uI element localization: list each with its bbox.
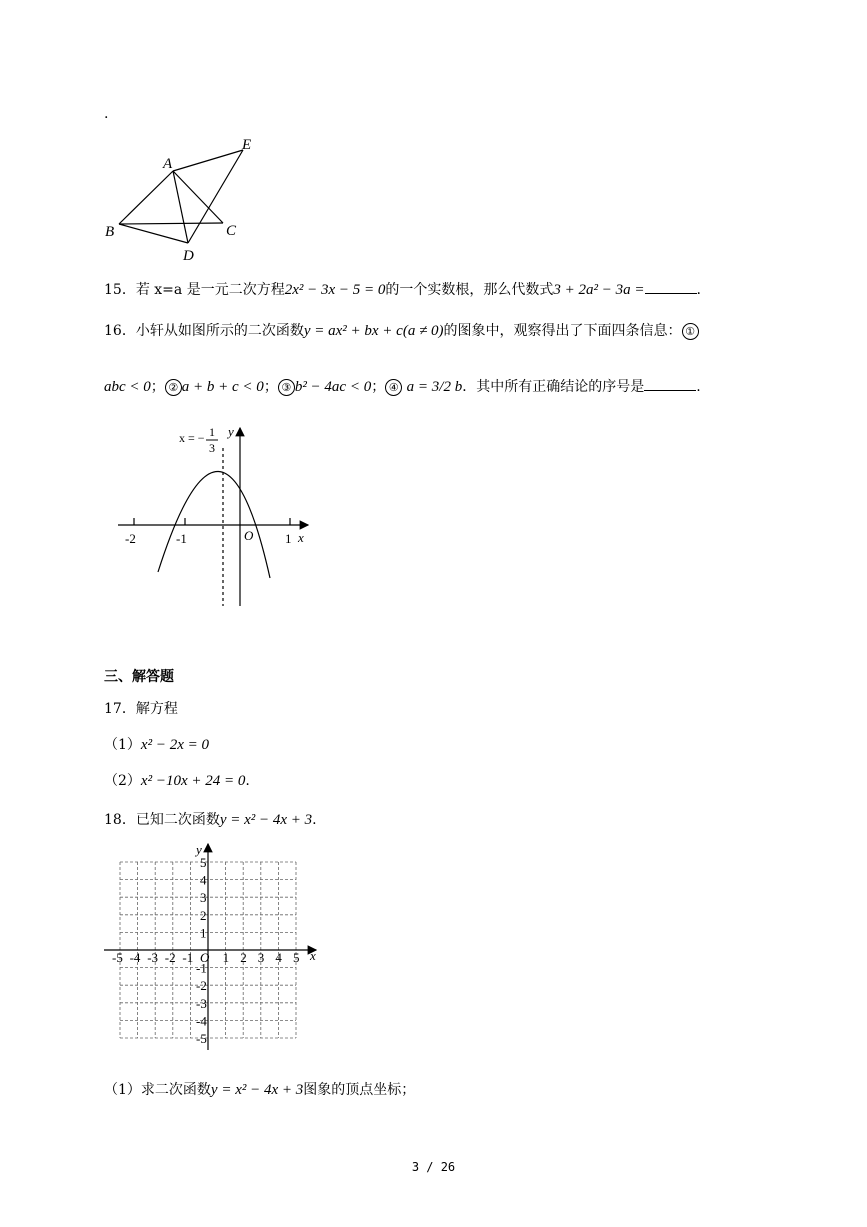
question-17: [104, 699, 178, 719]
grid-x-tick: -5: [112, 950, 123, 965]
grid-y-tick: -5: [196, 1031, 207, 1046]
q18-function: y = x² − 4x + 3: [219, 812, 313, 828]
q16-marker-1: ①: [682, 323, 699, 340]
symmetry-frac-num: 1: [209, 425, 215, 439]
graph16-tick-1: 1: [285, 531, 292, 546]
q16-marker-4: ④: [385, 379, 402, 396]
grid-y-label: y: [196, 842, 202, 857]
grid-y-tick: -1: [196, 960, 207, 976]
grid-x-tick: -4: [129, 950, 141, 965]
symmetry-label: x = −: [179, 431, 205, 445]
label-c: C: [226, 223, 237, 239]
q16-marker-2: ②: [165, 379, 182, 396]
seg-ab: [119, 171, 173, 224]
grid-y-tick: -4: [196, 1013, 207, 1029]
grid-y-tick: -3: [196, 995, 207, 1011]
grid-x-tick: 2: [240, 950, 247, 965]
q17-eq-2: x² −10x + 24 = 0: [140, 773, 246, 789]
symmetry-frac-den: 3: [209, 441, 215, 455]
graph16-origin: O: [244, 528, 254, 543]
q17-title: 解方程: [135, 701, 178, 717]
graph16-y-label: y: [228, 424, 234, 439]
grid-origin: O: [200, 950, 210, 965]
grid-y-tick: 4: [200, 872, 207, 888]
q17-number: 17．: [104, 701, 136, 717]
q16-number: 16．: [104, 323, 136, 339]
graph16-x-label: x: [298, 530, 304, 545]
q16-info-2: a + b + c < 0: [181, 379, 264, 395]
q17-part-2: （2）x² −10x + 24 = 0.: [104, 773, 250, 789]
q16-info-line: abc < 0； ② a + b + c < 0； ③ b² − 4ac < 0； ④ a = 3/2 b．其中所有正确结论的序号是 .: [104, 376, 701, 397]
grid-x-tick: 3: [257, 950, 265, 965]
q15-equation: 2x² − 3x − 5 = 0: [284, 282, 386, 298]
label-b: B: [105, 224, 115, 240]
section-3-title: 三、解答题: [104, 669, 174, 685]
q16-function: y = ax² + bx + c(a ≠ 0): [303, 323, 444, 339]
q15-text-pre: 若 x=a 是一元二次方程: [135, 282, 285, 298]
question-18: 18．已知二次函数y = x² − 4x + 3.: [104, 812, 317, 828]
seg-bc: [119, 223, 223, 224]
q14-period: .: [104, 106, 109, 122]
q18-part1-function: y = x² − 4x + 3: [210, 1082, 304, 1098]
label-d: D: [183, 248, 194, 263]
grid-y-tick: 3: [200, 890, 207, 906]
question-16: [104, 321, 699, 341]
q16-answer-blank[interactable]: [644, 376, 696, 391]
grid-x-tick: -2: [164, 950, 176, 965]
q18-coordinate-grid: [100, 838, 330, 1058]
grid-x-tick: -1: [182, 950, 194, 965]
seg-ad: [173, 171, 188, 243]
grid-y-tick: 2: [200, 907, 207, 923]
grid-x-tick: -3: [147, 950, 159, 965]
grid-y-tick: -2: [196, 978, 207, 994]
page-number: 3 / 26: [411, 1160, 456, 1174]
q16-text-post: ．其中所有正确结论的序号是: [462, 379, 645, 395]
label-e: E: [242, 137, 252, 153]
q18-part-1: （1）求二次函数y = x² − 4x + 3图象的顶点坐标；: [104, 1082, 416, 1098]
q15-text-mid: 的一个实数根，那么代数式: [385, 282, 554, 298]
q17-eq-1: x² − 2x = 0: [140, 737, 209, 753]
grid-x-label: x: [310, 948, 316, 963]
q18-number: 18．: [104, 812, 136, 828]
q16-marker-3: ③: [278, 379, 295, 396]
grid-x-tick: 5: [293, 950, 300, 965]
question-15: [104, 279, 701, 300]
q17-part-1: （1）x² − 2x = 0: [104, 737, 209, 753]
grid-y-tick: 1: [200, 925, 207, 941]
grid-y-tick: 5: [200, 855, 207, 870]
q15-text-post: .: [696, 282, 701, 298]
graph16-tick-neg1: -1: [176, 531, 187, 546]
seg-bd: [119, 224, 188, 243]
q16-text-pre: 小轩从如图所示的二次函数: [135, 323, 304, 339]
grid-x-tick: 4: [275, 950, 282, 965]
q18-title: 已知二次函数: [135, 812, 220, 828]
q15-expression: 3 + 2a² − 3a =: [553, 282, 645, 298]
label-a: A: [163, 156, 173, 172]
q15-number: 15．: [104, 282, 136, 298]
q16-info-4: a = 3/2 b: [406, 379, 463, 395]
grid-x-tick: 1: [222, 950, 230, 965]
q14-triangle-figure: [100, 133, 270, 263]
q16-info-3: b² − 4ac < 0: [294, 379, 372, 395]
q16-text-mid: 的图象中，观察得出了下面四条信息：: [443, 323, 682, 339]
q16-info-1: abc < 0: [104, 379, 151, 395]
q15-answer-blank[interactable]: [645, 279, 697, 294]
graph16-tick-neg2: -2: [125, 531, 136, 546]
q16-parabola-graph: [110, 420, 320, 610]
